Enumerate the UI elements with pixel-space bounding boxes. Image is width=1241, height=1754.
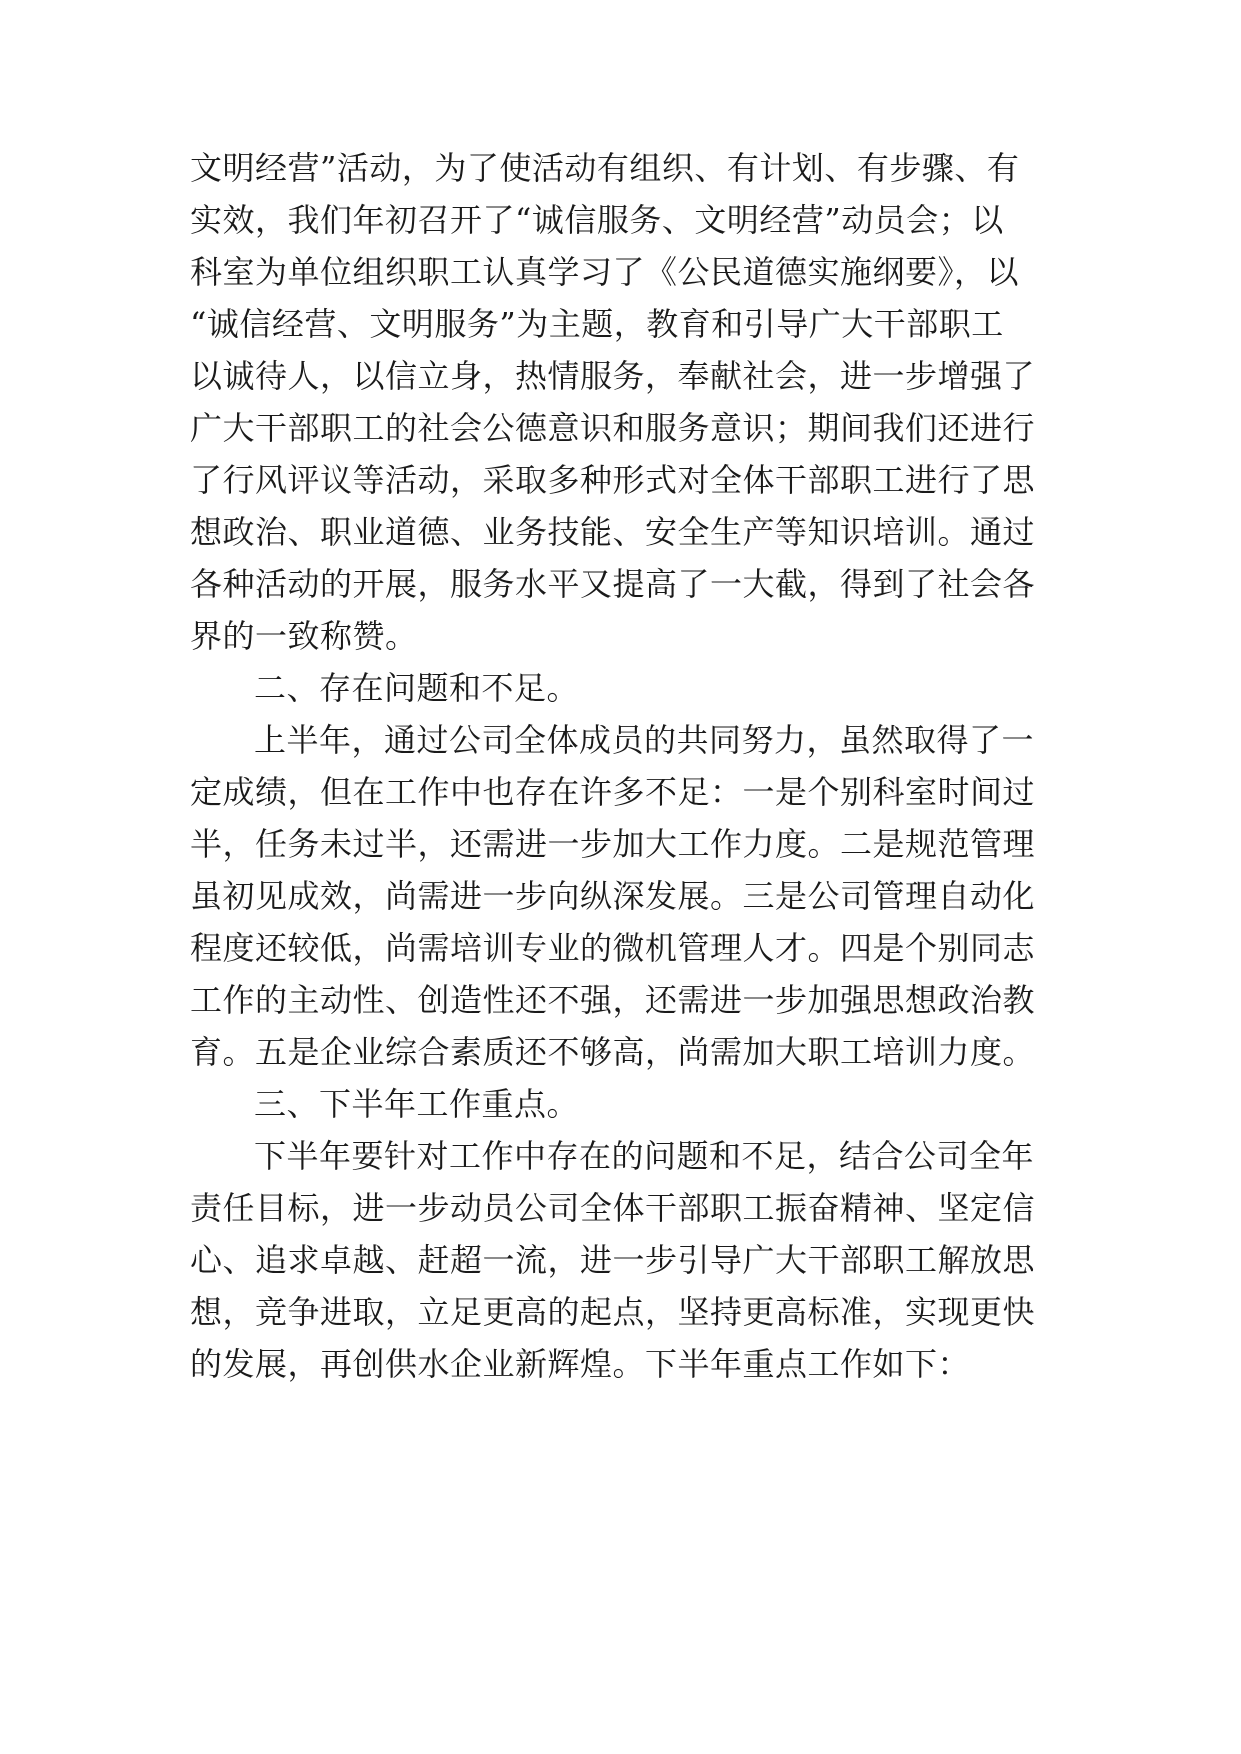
body-text-line: 各种活动的开展，服务水平又提高了一大截，得到了社会各 (190, 565, 1036, 603)
body-text-line: 界的一致称赞。 (190, 617, 418, 655)
body-text-line: 定成绩，但在工作中也存在许多不足：一是个别科室时间过 (190, 773, 1036, 811)
body-text-line: 半，任务未过半，还需进一步加大工作力度。二是规范管理 (190, 825, 1036, 863)
body-text-line: 想政治、职业道德、业务技能、安全生产等知识培训。通过 (190, 513, 1036, 551)
body-text-line: 工作的主动性、创造性还不强，还需进一步加强思想政治教 (190, 981, 1036, 1019)
body-text-line: 了行风评议等活动，采取多种形式对全体干部职工进行了思 (190, 461, 1036, 499)
paragraph-first-line: 下半年要针对工作中存在的问题和不足，结合公司全年 (254, 1137, 1035, 1175)
body-text-line: 责任目标，进一步动员公司全体干部职工振奋精神、坚定信 (190, 1189, 1036, 1227)
body-text-line: 以诚待人，以信立身，热情服务，奉献社会，进一步增强了 (190, 357, 1036, 395)
section-heading: 二、存在问题和不足。 (254, 669, 580, 707)
body-text-line: 科室为单位组织职工认真学习了《公民道德实施纲要》，以 (190, 253, 1020, 291)
body-text-line: 实效，我们年初召开了“诚信服务、文明经营”动员会；以 (190, 201, 1004, 239)
body-text-line: 心、追求卓越、赶超一流，进一步引导广大干部职工解放思 (190, 1241, 1036, 1279)
body-text-line: 虽初见成效，尚需进一步向纵深发展。三是公司管理自动化 (190, 877, 1036, 915)
body-text-line: 的发展，再创供水企业新辉煌。下半年重点工作如下： (190, 1345, 971, 1383)
body-text-line: 育。五是企业综合素质还不够高，尚需加大职工培训力度。 (190, 1033, 1036, 1071)
paragraph-first-line: 上半年，通过公司全体成员的共同努力，虽然取得了一 (254, 721, 1035, 759)
body-text-line: 程度还较低，尚需培训专业的微机管理人才。四是个别同志 (190, 929, 1036, 967)
body-text-line: “诚信经营、文明服务”为主题，教育和引导广大干部职工 (190, 305, 1004, 343)
body-text-line: 想，竞争进取，立足更高的起点，坚持更高标准，实现更快 (190, 1293, 1036, 1331)
body-text-line: 文明经营”活动，为了使活动有组织、有计划、有步骤、有 (190, 149, 1020, 187)
section-heading: 三、下半年工作重点。 (254, 1085, 580, 1123)
body-text-line: 广大干部职工的社会公德意识和服务意识；期间我们还进行 (190, 409, 1036, 447)
